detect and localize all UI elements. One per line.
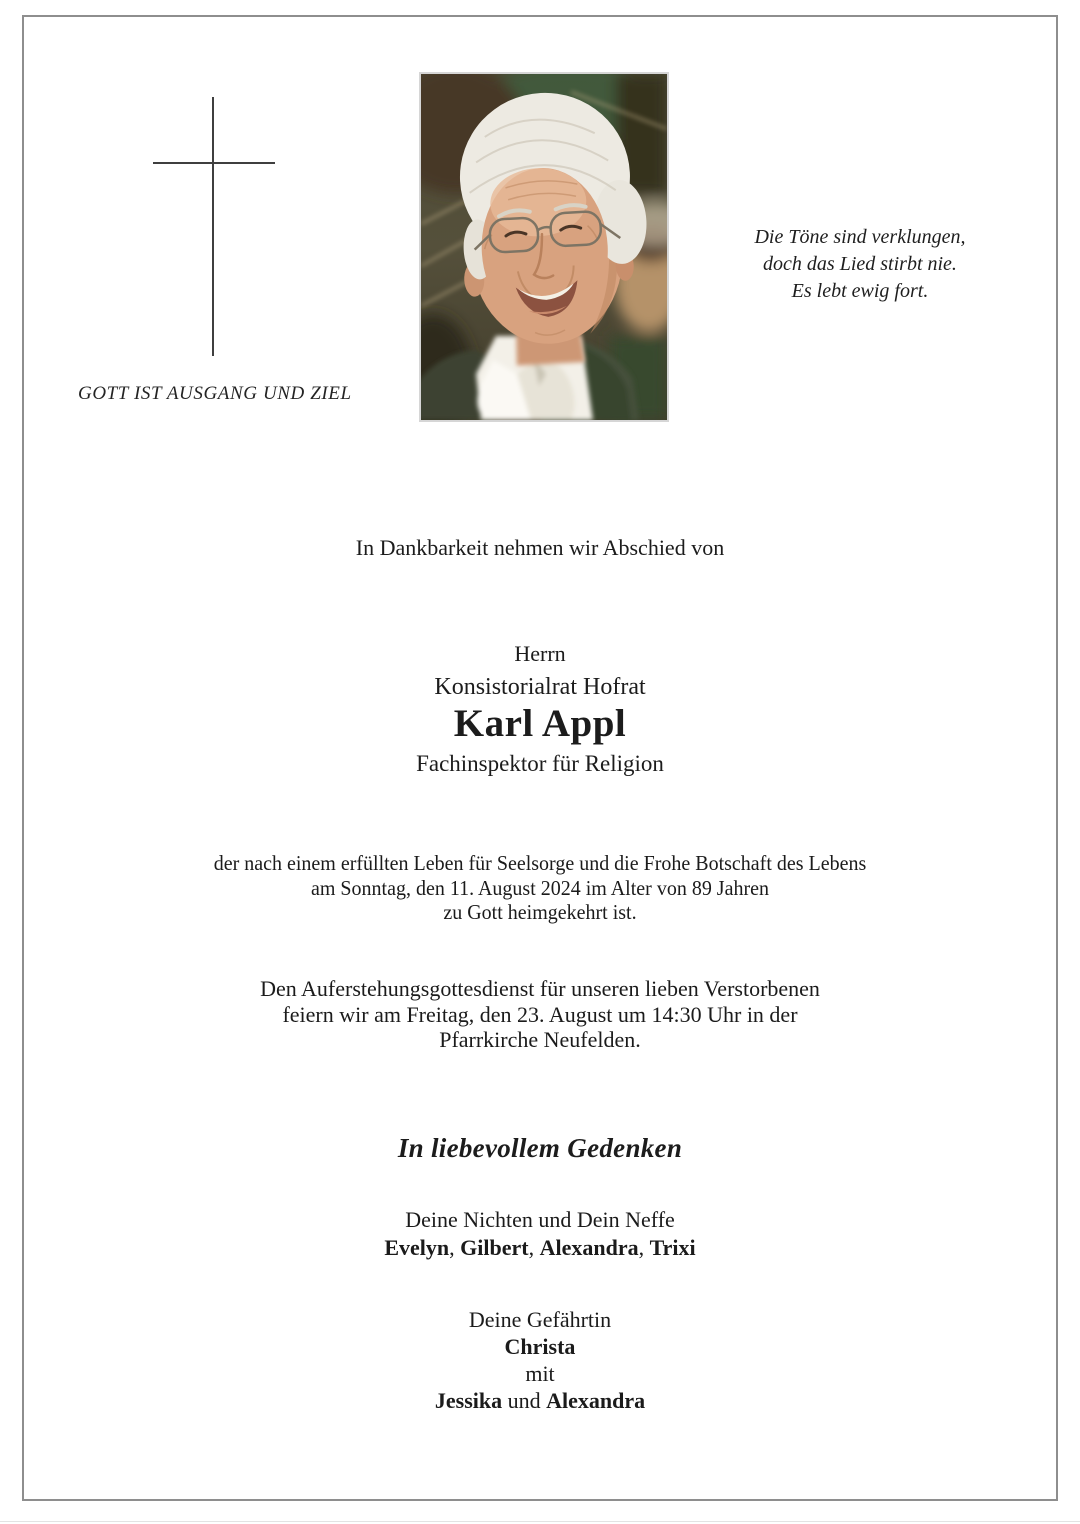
service-line: Den Auferstehungsgottesdienst für unseren lieben Verstorbenen: [260, 976, 820, 1001]
name-separator: und: [502, 1388, 547, 1413]
obituary-line: am Sonntag, den 11. August 2024 im Alter von 89 Jahren: [311, 875, 769, 900]
deceased-name: Karl Appl: [453, 702, 627, 745]
relative-name: Alexandra: [539, 1235, 639, 1260]
obituary-line: zu Gott heimgekehrt ist.: [443, 900, 637, 924]
deceased-portrait-photo: [419, 72, 669, 422]
child-name: Jessika: [434, 1388, 503, 1413]
service-paragraph: [22, 976, 1058, 1053]
relatives-block: [22, 1206, 1058, 1262]
companion-block: [22, 1306, 1058, 1414]
relatives-names: [22, 1234, 1058, 1262]
companion-name: Christa: [504, 1334, 576, 1359]
bottom-hairline: [0, 1521, 1080, 1522]
relative-name: Gilbert: [460, 1235, 529, 1260]
verse-line: Die Töne sind verklungen,: [754, 226, 966, 248]
cross-vertical-bar: [212, 97, 214, 356]
verse-line: Es lebt ewig fort.: [791, 280, 929, 302]
deceased-profession: Fachinspektor für Religion: [416, 751, 664, 776]
memorial-verse: [690, 224, 1030, 305]
children-names: [22, 1387, 1058, 1414]
service-line: Pfarrkirche Neufelden.: [439, 1027, 641, 1052]
with-label: mit: [525, 1361, 555, 1386]
honorific-titles: Konsistorialrat Hofrat: [434, 674, 646, 700]
verse-line: doch das Lied stirbt nie.: [763, 253, 957, 275]
relatives-label: Deine Nichten und Dein Neffe: [405, 1207, 675, 1232]
name-separator: ,: [638, 1235, 650, 1260]
companion-label: Deine Gefährtin: [468, 1307, 612, 1332]
name-separator: ,: [528, 1235, 540, 1260]
salutation: Herrn: [514, 641, 566, 666]
service-line: feiern wir am Freitag, den 23. August um 14:30 Uhr in der: [282, 1001, 798, 1027]
child-name: Alexandra: [546, 1388, 646, 1413]
obituary-paragraph: [58, 851, 1021, 925]
farewell-intro: In Dankbarkeit nehmen wir Abschied von: [355, 535, 725, 560]
cross-horizontal-bar: [153, 162, 275, 164]
relative-name: Evelyn: [384, 1235, 450, 1260]
obituary-line: der nach einem erfüllten Leben für Seelsorge und die Frohe Botschaft des Lebens: [213, 851, 867, 875]
portrait-illustration: [421, 74, 667, 420]
motto-text: GOTT IST AUSGANG UND ZIEL: [78, 383, 352, 404]
memorial-heading: In liebevollem Gedenken: [397, 1133, 683, 1163]
relative-name: Trixi: [649, 1235, 696, 1260]
name-separator: ,: [449, 1235, 461, 1260]
